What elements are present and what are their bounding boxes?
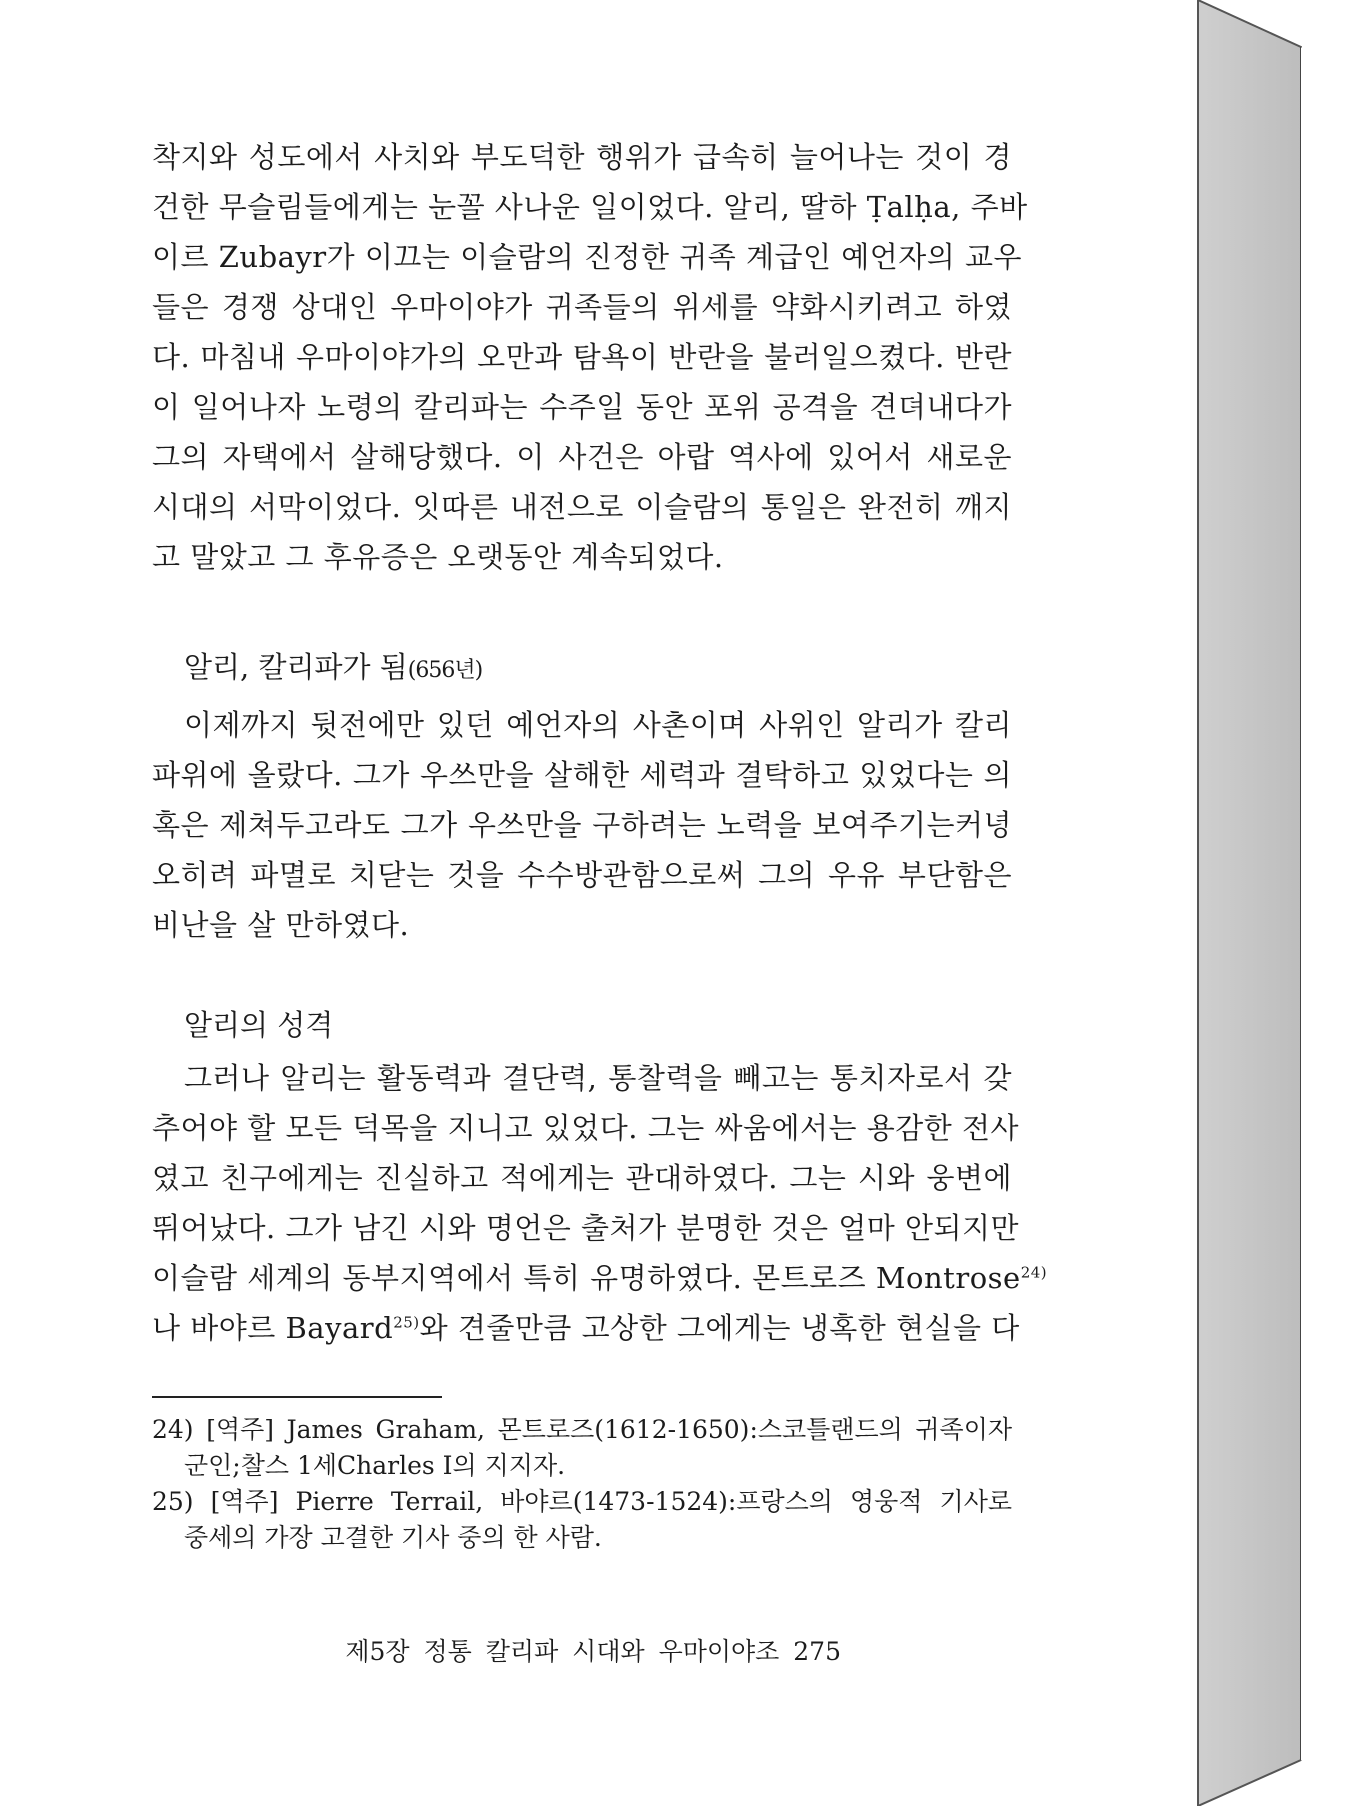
section-heading-text: 알리의 성격 bbox=[184, 1008, 334, 1042]
text-line: 들은 경쟁 상대인 우마이야가 귀족들의 위세를 약화시키려고 하였 bbox=[152, 290, 1012, 324]
footnote-ref-24: 24) bbox=[1020, 1263, 1048, 1282]
text-line: 그의 자택에서 살해당했다. 이 사건은 아랍 역사에 있어서 새로운 bbox=[152, 440, 1012, 474]
text-line: 추어야 할 모든 덕목을 지니고 있었다. 그는 싸움에서는 용감한 전사 bbox=[152, 1111, 1020, 1145]
footnote-24-continuation: 군인;찰스 1세Charles Ⅰ의 지지자. bbox=[184, 1451, 566, 1480]
text-line: 건한 무슬림들에게는 눈꼴 사나운 일이었다. 알리, 딸하 Ṭalḥa, 주바 bbox=[152, 190, 1028, 224]
text-line bbox=[152, 1303, 1020, 1353]
text-line-content: 나 바야르 Bayard bbox=[152, 1311, 394, 1345]
text-line: 이 일어나자 노령의 칼리파는 수주일 동안 포위 공격을 견뎌내다가 bbox=[152, 390, 1012, 424]
text-line: 이르 Zubayr가 이끄는 이슬람의 진정한 귀족 계급인 예언자의 교우 bbox=[152, 240, 1023, 274]
running-footer bbox=[345, 1632, 841, 1668]
text-line: 였고 친구에게는 진실하고 적에게는 관대하였다. 그는 시와 웅변에 bbox=[152, 1161, 1012, 1195]
text-line-content: 이슬람 세계의 동부지역에서 특히 유명하였다. 몬트로즈 Montrose bbox=[152, 1261, 1021, 1295]
footnote-24: 24) [역주] James Graham, 몬트로즈(1612-1650):스코틀랜드의 귀족이자 bbox=[152, 1415, 1012, 1444]
text-line bbox=[152, 1253, 1048, 1303]
text-line-content: 와 견줄만큼 고상한 그에게는 냉혹한 현실을 다 bbox=[419, 1311, 1020, 1345]
page-number: 275 bbox=[793, 1637, 841, 1666]
footnote-ref-25: 25) bbox=[393, 1313, 420, 1332]
book-edge-graphic bbox=[1198, 0, 1367, 1806]
text-line: 뛰어났다. 그가 남긴 시와 명언은 출처가 분명한 것은 얼마 안되지만 bbox=[152, 1211, 1020, 1245]
footnote-divider bbox=[152, 1396, 442, 1398]
text-line: 파위에 올랐다. 그가 우쓰만을 살해한 세력과 결탁하고 있었다는 의 bbox=[152, 758, 1012, 792]
text-line: 착지와 성도에서 사치와 부도덕한 행위가 급속히 늘어나는 것이 경 bbox=[152, 140, 1012, 174]
text-line: 그러나 알리는 활동력과 결단력, 통찰력을 빼고는 통치자로서 갖 bbox=[184, 1061, 1012, 1095]
text-line: 혹은 제쳐두고라도 그가 우쓰만을 구하려는 노력을 보여주기는커녕 bbox=[152, 808, 1012, 842]
section-heading-year: (656년) bbox=[407, 658, 483, 683]
footnote-25: 25) [역주] Pierre Terrail, 바야르(1473-1524):프랑스의 영웅적 기사로 bbox=[152, 1487, 1012, 1516]
book-edge bbox=[1198, 0, 1367, 1806]
section-heading-ali-caliph bbox=[184, 645, 482, 686]
footnotes bbox=[152, 1412, 1012, 1556]
text-line: 이제까지 뒷전에만 있던 예언자의 사촌이며 사위인 알리가 칼리 bbox=[184, 708, 1012, 742]
chapter-title: 제5장 정통 칼리파 시대와 우마이야조 bbox=[345, 1637, 780, 1666]
text-line: 비난을 살 만하였다. bbox=[152, 908, 410, 942]
text-line: 시대의 서막이었다. 잇따른 내전으로 이슬람의 통일은 완전히 깨지 bbox=[152, 490, 1012, 524]
section-heading-text: 알리, 칼리파가 됨 bbox=[184, 650, 408, 684]
paragraph-ali-character bbox=[152, 1053, 1048, 1353]
text-line: 고 말았고 그 후유증은 오랫동안 계속되었다. bbox=[152, 540, 724, 574]
paragraph-ali-caliph bbox=[152, 700, 1012, 950]
section-heading-ali-character bbox=[184, 1003, 333, 1044]
paragraph-intro bbox=[152, 132, 1028, 582]
text-line: 오히려 파멸로 치닫는 것을 수수방관함으로써 그의 우유 부단함은 bbox=[152, 858, 1012, 892]
text-line: 다. 마침내 우마이야가의 오만과 탐욕이 반란을 불러일으켰다. 반란 bbox=[152, 340, 1012, 374]
footnote-25-continuation: 중세의 가장 고결한 기사 중의 한 사람. bbox=[184, 1523, 602, 1552]
